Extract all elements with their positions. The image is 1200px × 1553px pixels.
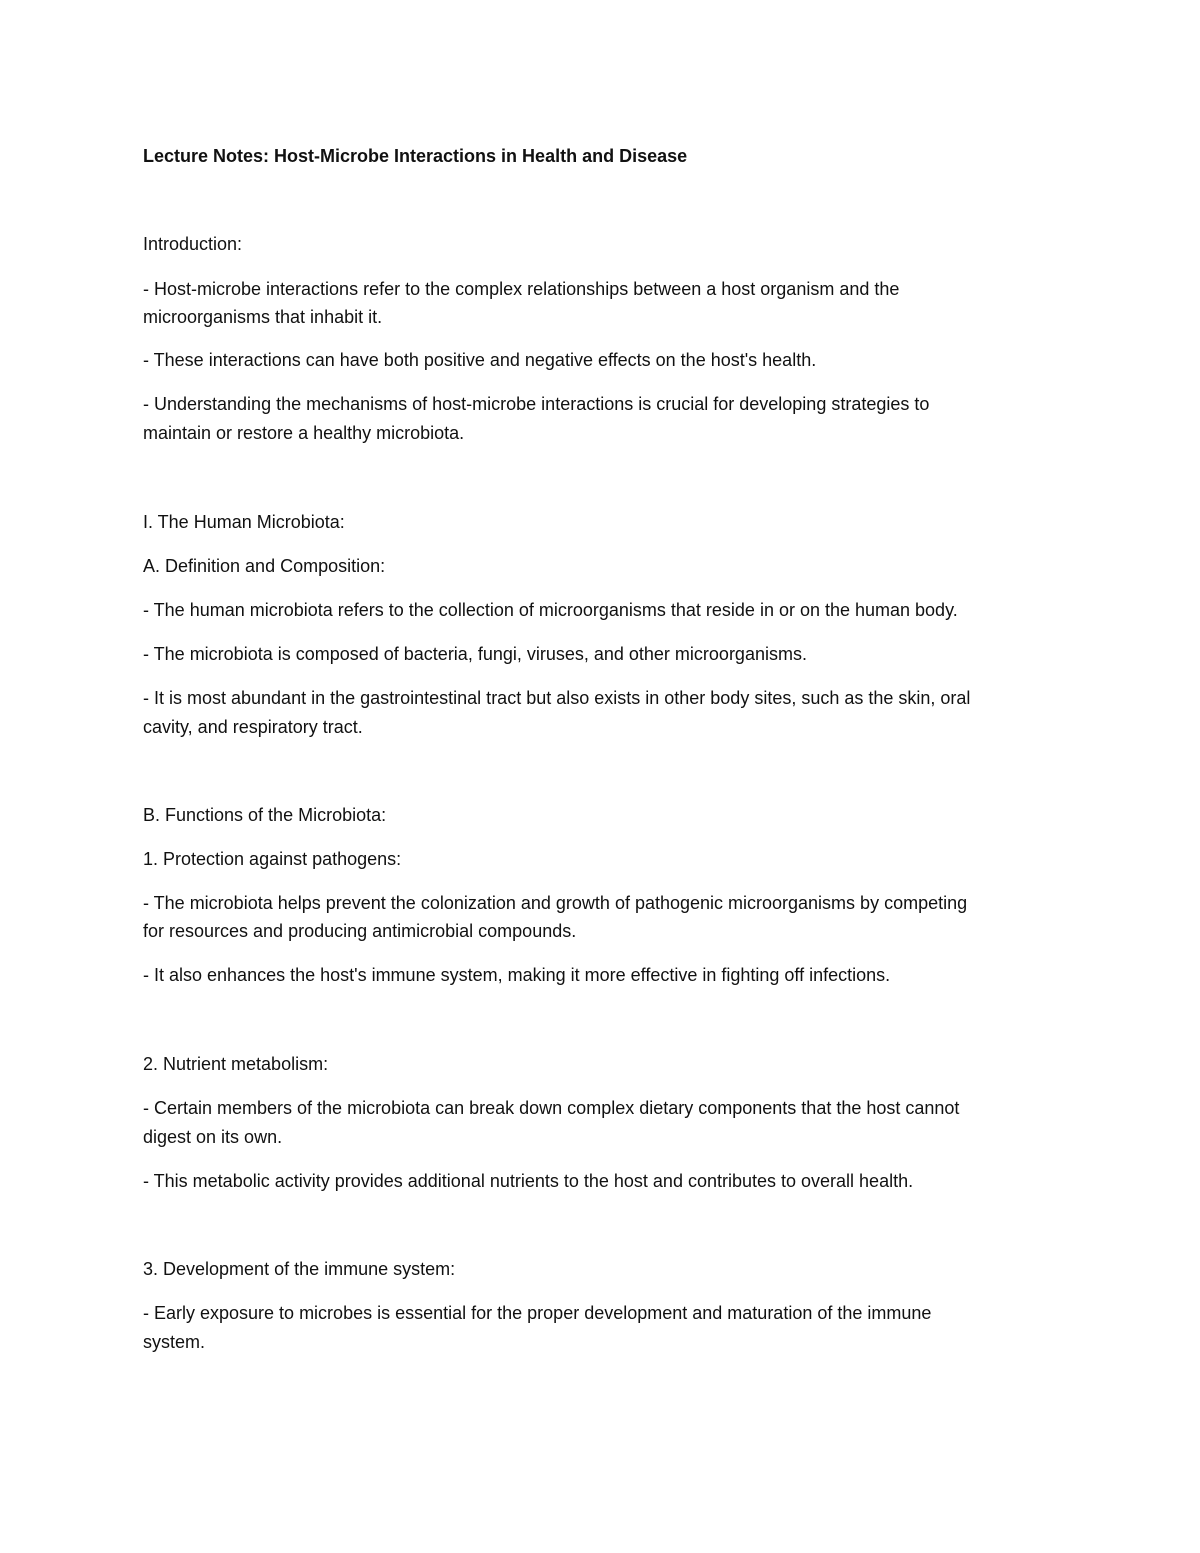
function-2-paragraph-1-line-1: - Certain members of the microbiota can break down complex dietary components that the host cannot (143, 1098, 960, 1118)
intro-paragraph-2: - These interactions can have both positive and negative effects on the host's health. (143, 350, 817, 370)
intro-paragraph-1-line-1: - Host-microbe interactions refer to the complex relationships between a host organism and the (143, 279, 900, 299)
function-1-paragraph-1-line-1: - The microbiota helps prevent the colonization and growth of pathogenic microorganisms by competing (143, 893, 968, 913)
function-3-heading: 3. Development of the immune system: (143, 1259, 456, 1279)
subsection-a-paragraph-1: - The human microbiota refers to the collection of microorganisms that reside in or on the human body. (143, 600, 958, 620)
subsection-a-paragraph-2: - The microbiota is composed of bacteria, fungi, viruses, and other microorganisms. (143, 644, 807, 664)
subsection-b-heading: B. Functions of the Microbiota: (143, 805, 387, 825)
function-2-paragraph-1-line-2: digest on its own. (143, 1127, 283, 1147)
function-3-paragraph-1-line-2: system. (143, 1332, 206, 1352)
function-2-paragraph-2: - This metabolic activity provides additional nutrients to the host and contributes to overall health. (143, 1171, 914, 1191)
page-title: Lecture Notes: Host-Microbe Interactions in Health and Disease (143, 146, 688, 166)
subsection-a-paragraph-3-line-2: cavity, and respiratory tract. (143, 717, 363, 737)
intro-paragraph-3-line-2: maintain or restore a healthy microbiota. (143, 423, 465, 443)
subsection-a-paragraph-3-line-1: - It is most abundant in the gastrointestinal tract but also exists in other body sites, such as the skin, oral (143, 688, 971, 708)
function-2-heading: 2. Nutrient metabolism: (143, 1054, 329, 1074)
subsection-a-heading: A. Definition and Composition: (143, 556, 386, 576)
intro-paragraph-3-line-1: - Understanding the mechanisms of host-microbe interactions is crucial for developing strategies to (143, 394, 930, 414)
function-1-heading: 1. Protection against pathogens: (143, 849, 402, 869)
section-1-heading: I. The Human Microbiota: (143, 512, 345, 532)
function-1-paragraph-1-line-2: for resources and producing antimicrobial compounds. (143, 921, 577, 941)
function-3-paragraph-1-line-1: - Early exposure to microbes is essential for the proper development and maturation of the immune (143, 1303, 932, 1323)
function-1-paragraph-2: - It also enhances the host's immune system, making it more effective in fighting off infections. (143, 965, 891, 985)
intro-heading: Introduction: (143, 234, 243, 254)
intro-paragraph-1-line-2: microorganisms that inhabit it. (143, 307, 383, 327)
